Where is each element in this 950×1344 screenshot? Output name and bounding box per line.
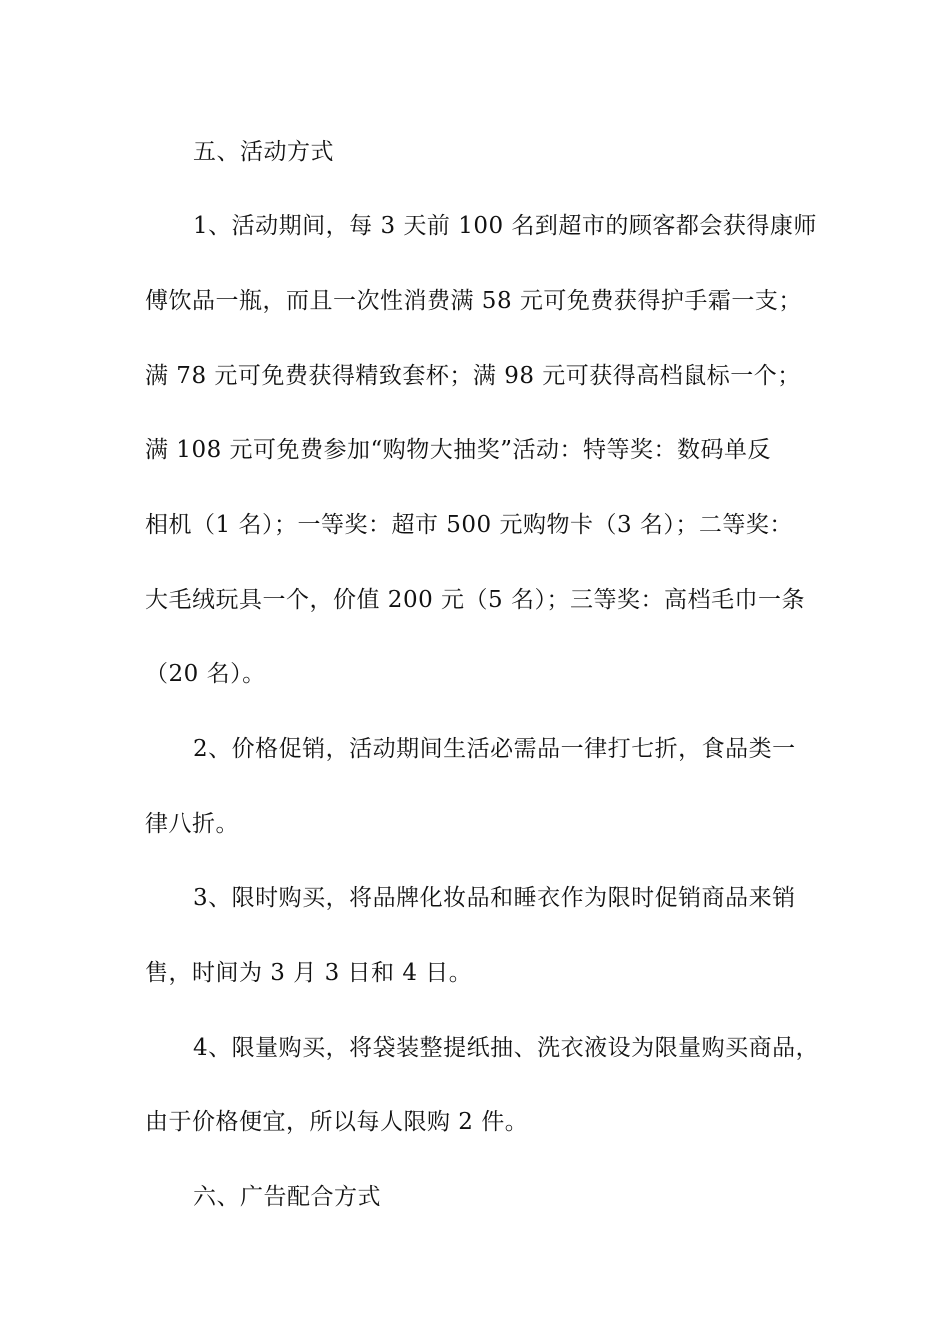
paragraph-line: 3、限时购买，将品牌化妆品和睡衣作为限时促销商品来销 — [193, 885, 796, 911]
paragraph-line: 满 78 元可免费获得精致套杯；满 98 元可获得高档鼠标一个； — [145, 363, 801, 389]
paragraph-line: （20 名）。 — [145, 661, 266, 687]
paragraph-line: 相机（1 名）；一等奖：超市 500 元购物卡（3 名）；二等奖： — [145, 512, 793, 538]
paragraph-line: 2、价格促销，活动期间生活必需品一律打七折，食品类一 — [193, 736, 796, 762]
paragraph-line: 4、限量购买，将袋装整提纸抽、洗衣液设为限量购买商品， — [193, 1035, 820, 1061]
paragraph-line: 傅饮品一瓶，而且一次性消费满 58 元可免费获得护手霜一支； — [145, 288, 802, 314]
paragraph-line: 律八折。 — [145, 811, 239, 837]
paragraph-line: 大毛绒玩具一个，价值 200 元（5 名）；三等奖：高档毛巾一条 — [145, 587, 805, 613]
paragraph-line: 满 108 元可免费参加“购物大抽奖”活动：特等奖：数码单反 — [145, 437, 772, 463]
section-heading-activity-method: 五、活动方式 — [193, 139, 334, 165]
paragraph-line: 1、活动期间，每 3 天前 100 名到超市的顾客都会获得康师 — [193, 213, 817, 239]
paragraph-line: 售，时间为 3 月 3 日和 4 日。 — [145, 960, 473, 986]
section-heading-advertising: 六、广告配合方式 — [193, 1184, 381, 1210]
paragraph-line: 由于价格便宜，所以每人限购 2 件。 — [145, 1109, 529, 1135]
